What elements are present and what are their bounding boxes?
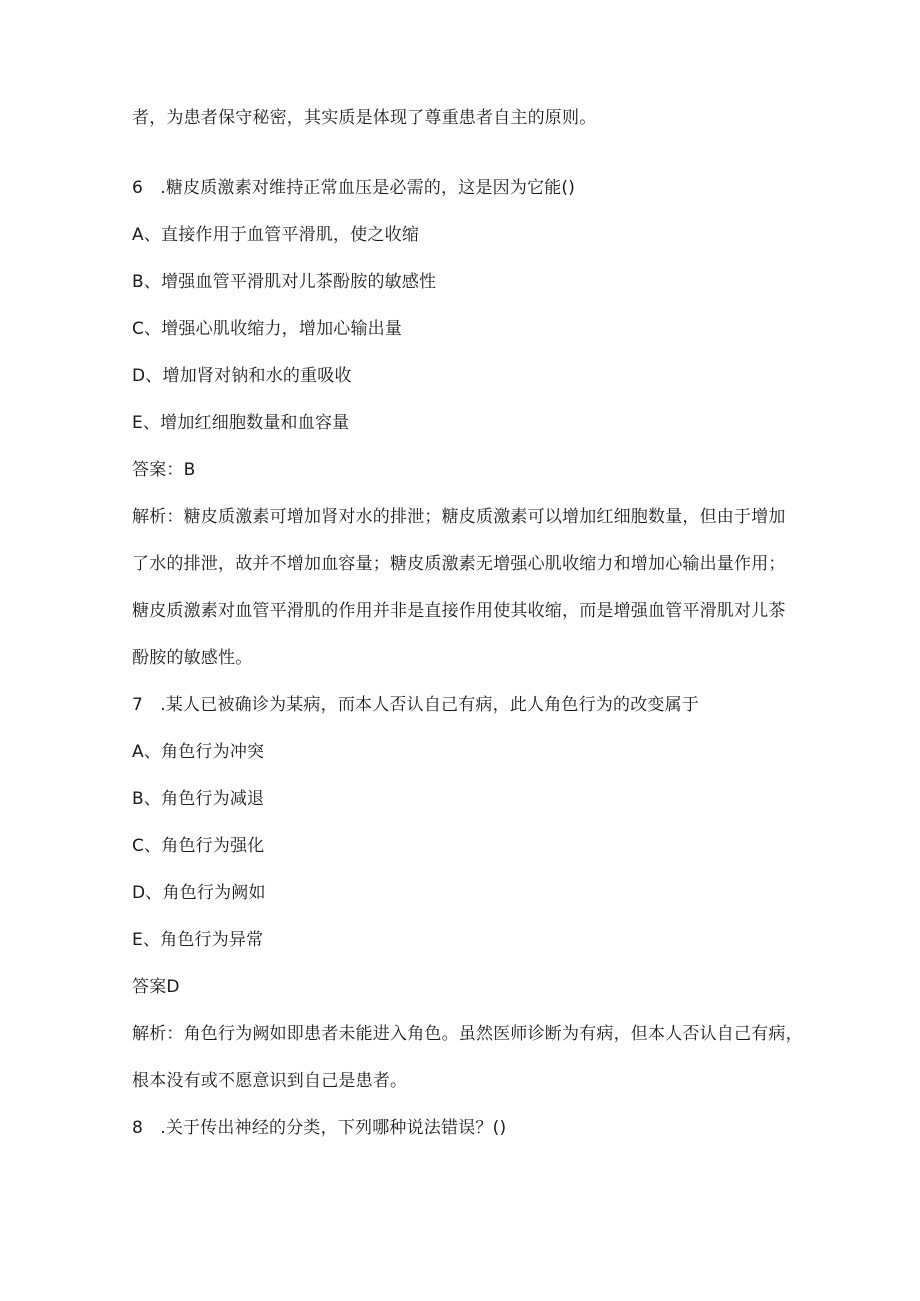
question-6-option-b: B、增强血管平滑肌对儿茶酚胺的敏感性 — [132, 272, 437, 292]
question-6-stem: 6 .糖皮质激素对维持正常血压是必需的，这是因为它能() — [132, 178, 576, 198]
question-6-explanation-line: 酚胺的敏感性。 — [132, 648, 253, 668]
question-7-answer: 答案D — [132, 977, 180, 997]
question-6-explanation-line: 了水的排泄，故并不增加血容量；糖皮质激素无增强心肌收缩力和增加心输出量作用； — [132, 554, 786, 574]
question-6-explanation-line: 解析：糖皮质激素可增加肾对水的排泄；糖皮质激素可以增加红细胞数量，但由于增加 — [132, 507, 786, 527]
question-7-option-d: D、角色行为阙如 — [132, 883, 266, 903]
question-6-option-e: E、增加红细胞数量和血容量 — [132, 413, 350, 433]
question-6-answer: 答案：B — [132, 460, 196, 480]
question-7-option-b: B、角色行为减退 — [132, 789, 265, 809]
question-7-option-a: A、角色行为冲突 — [132, 742, 265, 762]
question-7-stem: 7 .某人已被确诊为某病，而本人否认自己有病，此人角色行为的改变属于 — [132, 695, 700, 715]
question-7-explanation-line: 根本没有或不愿意识到自己是患者。 — [132, 1071, 408, 1091]
question-6-option-c: C、增强心肌收缩力，增加心输出量 — [132, 319, 403, 339]
question-7-option-e: E、角色行为异常 — [132, 930, 264, 950]
question-6-option-a: A、直接作用于血管平滑肌，使之收缩 — [132, 225, 420, 245]
question-7-explanation-line: 解析：角色行为阙如即患者未能进入角色。虽然医师诊断为有病，但本人否认自己有病， — [132, 1024, 803, 1044]
question-8-stem: 8 .关于传出神经的分类，下列哪种说法错误？() — [132, 1118, 507, 1138]
question-7-option-c: C、角色行为强化 — [132, 836, 265, 856]
question-6-explanation-line: 糖皮质激素对血管平滑肌的作用并非是直接作用使其收缩，而是增强血管平滑肌对儿茶 — [132, 601, 786, 621]
question-6-option-d: D、增加肾对钠和水的重吸收 — [132, 366, 352, 386]
text-line-continuation: 者，为患者保守秘密，其实质是体现了尊重患者自主的原则。 — [132, 108, 597, 128]
